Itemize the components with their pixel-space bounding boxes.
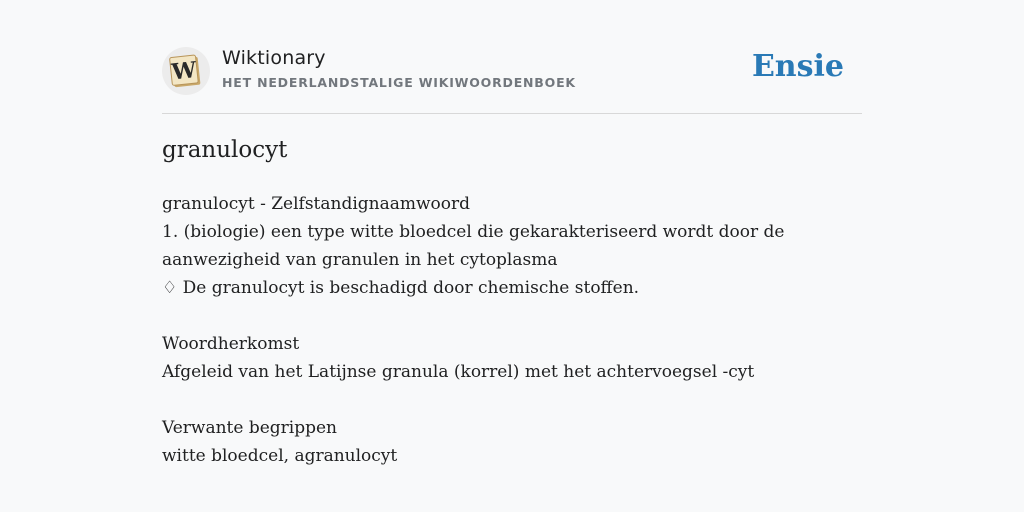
site-tagline: HET NEDERLANDSTALIGE WIKIWOORDENBOEK <box>222 75 576 90</box>
etymology-heading: Woordherkomst <box>162 334 300 354</box>
spacer <box>162 386 852 414</box>
entry-example: ♢ De granulocyt is beschadigd door chemische stoffen. <box>162 278 640 298</box>
entry-definition: 1. (biologie) een type witte bloedcel die gekarakteriseerd wordt door de aanwezigheid van granulen in het cytoplasma <box>162 222 785 270</box>
svg-text:W: W <box>170 56 198 86</box>
spacer <box>162 302 852 330</box>
header-divider <box>162 113 862 114</box>
site-name[interactable]: Wiktionary <box>222 47 326 69</box>
entry-content <box>162 190 852 470</box>
wiktionary-logo-icon[interactable] <box>162 47 210 95</box>
site-header <box>162 45 862 113</box>
wiktionary-logo-graphic <box>162 47 210 95</box>
etymology-text: Afgeleid van het Latijnse granula (korrel) met het achtervoegsel -cyt <box>162 362 755 382</box>
related-terms: witte bloedcel, agranulocyt <box>162 446 398 466</box>
page-title: granulocyt <box>162 137 288 163</box>
entry-heading: granulocyt - Zelfstandignaamwoord <box>162 194 471 214</box>
ensie-brand-link[interactable]: Ensie <box>751 49 844 84</box>
related-heading: Verwante begrippen <box>162 418 337 438</box>
